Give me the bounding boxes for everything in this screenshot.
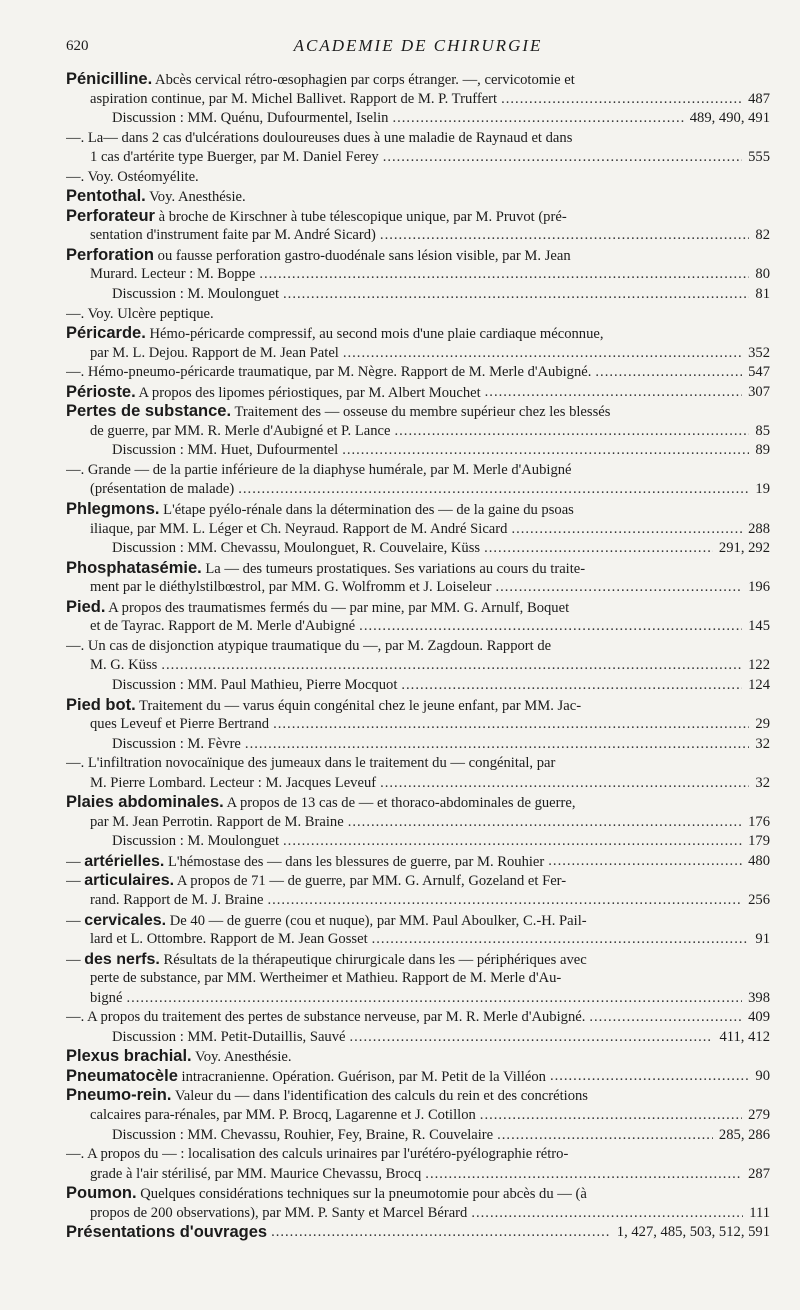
page-reference: 29 bbox=[755, 716, 770, 733]
leader-dots bbox=[425, 1165, 742, 1185]
index-line-text: 1 cas d'artérite type Buerger, par M. Daniel Ferey bbox=[90, 149, 379, 166]
index-line-text: Perforateur à broche de Kirschner à tube télescopique unique, par M. Pruvot (pré- bbox=[66, 206, 567, 225]
page-reference: 287 bbox=[748, 1165, 770, 1182]
index-line bbox=[66, 480, 770, 500]
leader-dots bbox=[161, 656, 742, 676]
leader-dots bbox=[283, 832, 742, 852]
headword: Présentations d'ouvrages bbox=[66, 1223, 268, 1242]
index-entries bbox=[66, 70, 770, 1243]
page-reference: 111 bbox=[749, 1204, 770, 1221]
index-line-text: Discussion : MM. Huet, Dufourmentel bbox=[112, 442, 339, 459]
leader-dots bbox=[395, 422, 750, 442]
index-line bbox=[66, 793, 770, 813]
index-line bbox=[66, 617, 770, 637]
subheading: cervicales. bbox=[84, 911, 167, 929]
leader-dots bbox=[267, 891, 742, 911]
headword: Perforation bbox=[66, 245, 155, 264]
page-reference: 291, 292 bbox=[718, 540, 770, 557]
index-line bbox=[66, 1204, 770, 1224]
index-line-text: Pentothal. Voy. Anesthésie. bbox=[66, 187, 246, 206]
leader-dots bbox=[497, 1126, 713, 1146]
page-reference: 409 bbox=[748, 1009, 770, 1026]
leader-dots bbox=[595, 363, 742, 383]
subheading: artérielles. bbox=[84, 852, 165, 870]
index-line bbox=[66, 559, 770, 579]
page-reference: 124 bbox=[748, 676, 770, 693]
index-line-text: —. Hémo-pneumo-péricarde traumatique, par M. Nègre. Rapport de M. Merle d'Aubigné. bbox=[66, 364, 592, 381]
index-line bbox=[66, 1008, 770, 1028]
headword: Phlegmons. bbox=[66, 500, 160, 519]
index-line-text: Pied bot. Traitement du — varus équin congénital chez le jeune enfant, par MM. Jac- bbox=[66, 695, 582, 714]
headword: Phosphatasémie. bbox=[66, 558, 202, 577]
page-reference: 32 bbox=[755, 774, 770, 791]
index-line bbox=[66, 285, 770, 305]
headword: Plaies abdominales. bbox=[66, 793, 224, 812]
index-line bbox=[66, 1165, 770, 1185]
index-line bbox=[66, 676, 770, 696]
headword: Pied bot. bbox=[66, 695, 136, 714]
index-line bbox=[66, 1184, 770, 1204]
page-reference: 91 bbox=[755, 931, 770, 948]
index-line-text: Discussion : M. Moulonguet bbox=[112, 286, 280, 303]
index-line-text: —. Un cas de disjonction atypique traumatique du —, par M. Zagdoun. Rapport de bbox=[66, 637, 552, 654]
index-line-text: — articulaires. A propos de 71 — de guerre, par MM. G. Arnulf, Gozeland et Fer- bbox=[66, 872, 567, 890]
page-reference: 85 bbox=[755, 422, 770, 439]
leader-dots bbox=[484, 539, 713, 559]
index-line-text: Discussion : MM. Petit-Dutaillis, Sauvé bbox=[112, 1028, 346, 1045]
index-line-text: —. Voy. Ostéomyélite. bbox=[66, 168, 199, 185]
index-line-text: par M. Jean Perrotin. Rapport de M. Braine bbox=[90, 813, 344, 830]
page-reference: 1, 427, 485, 503, 512, 591 bbox=[616, 1224, 770, 1241]
index-line bbox=[66, 207, 770, 227]
index-line bbox=[66, 891, 770, 911]
index-line bbox=[66, 1086, 770, 1106]
index-line bbox=[66, 1223, 770, 1243]
index-line bbox=[66, 969, 770, 989]
page-reference: 176 bbox=[748, 813, 770, 830]
index-line-text: M. G. Küss bbox=[90, 657, 158, 674]
leader-dots bbox=[550, 1067, 749, 1087]
running-title: ACADEMIE DE CHIRURGIE bbox=[293, 36, 543, 55]
leader-dots bbox=[259, 265, 749, 285]
leader-dots bbox=[485, 383, 742, 403]
index-line-text: Discussion : MM. Quénu, Dufourmentel, Iselin bbox=[112, 110, 389, 127]
index-line bbox=[66, 1067, 770, 1087]
index-line bbox=[66, 930, 770, 950]
headword: Périoste. bbox=[66, 382, 136, 401]
page-reference: 411, 412 bbox=[719, 1028, 770, 1045]
index-line-text: grade à l'air stérilisé, par MM. Maurice Chevassu, Brocq bbox=[90, 1165, 422, 1182]
index-line bbox=[66, 265, 770, 285]
leader-dots bbox=[501, 90, 742, 110]
page-reference: 398 bbox=[748, 989, 770, 1006]
page-reference: 90 bbox=[755, 1067, 770, 1084]
index-line bbox=[66, 129, 770, 149]
headword: Péricarde. bbox=[66, 324, 146, 343]
index-line bbox=[66, 852, 770, 872]
index-line bbox=[66, 1145, 770, 1165]
page-reference: 81 bbox=[755, 286, 770, 303]
index-line-text: —. Grande — de la partie inférieure de la diaphyse humérale, par M. Merle d'Aubigné bbox=[66, 461, 572, 478]
index-line bbox=[66, 1106, 770, 1126]
index-line bbox=[66, 109, 770, 129]
page-reference: 19 bbox=[755, 481, 770, 498]
index-line bbox=[66, 168, 770, 188]
index-line-text: Phlegmons. L'étape pyélo-rénale dans la détermination des — de la gaine du psoas bbox=[66, 500, 574, 519]
index-line bbox=[66, 656, 770, 676]
index-line-text: Pneumatocèle intracranienne. Opération. Guérison, par M. Petit de la Villéon bbox=[66, 1066, 546, 1085]
leader-dots bbox=[238, 480, 749, 500]
index-line-text bbox=[66, 1223, 267, 1243]
page-reference: 122 bbox=[748, 657, 770, 674]
index-line bbox=[66, 500, 770, 520]
index-line-text: Pénicilline. Abcès cervical rétro-œsophagien par corps étranger. —, cervicotomie et bbox=[66, 70, 575, 88]
page-reference: 256 bbox=[748, 891, 770, 908]
index-line bbox=[66, 871, 770, 891]
headword: Pertes de substance. bbox=[66, 402, 232, 421]
headword: Plexus brachial. bbox=[66, 1047, 192, 1066]
index-line-text: sentation d'instrument faite par M. André Sicard) bbox=[90, 227, 376, 244]
leader-dots bbox=[350, 1028, 714, 1048]
leader-dots bbox=[271, 1223, 611, 1243]
index-line bbox=[66, 422, 770, 442]
index-line bbox=[66, 735, 770, 755]
index-line-text: Discussion : M. Moulonguet bbox=[112, 833, 280, 850]
index-line bbox=[66, 363, 770, 383]
headword: Pentothal. bbox=[66, 187, 146, 206]
index-line bbox=[66, 950, 770, 970]
index-line bbox=[66, 1126, 770, 1146]
page-reference: 288 bbox=[748, 520, 770, 537]
leader-dots bbox=[511, 520, 742, 540]
page-number: 620 bbox=[66, 38, 89, 54]
index-line-text: et de Tayrac. Rapport de M. Merle d'Aubigné bbox=[90, 618, 356, 635]
index-line bbox=[66, 187, 770, 207]
index-line-text: —. L'infiltration novocaïnique des jumeaux dans le traitement du — congénital, par bbox=[66, 755, 556, 772]
index-line bbox=[66, 539, 770, 559]
index-line-text: Plaies abdominales. A propos de 13 cas de — et thoraco-abdominales de guerre, bbox=[66, 793, 576, 812]
index-line-text: — artérielles. L'hémostase des — dans les blessures de guerre, par M. Rouhier bbox=[66, 852, 545, 870]
index-line bbox=[66, 1028, 770, 1048]
leader-dots bbox=[348, 813, 742, 833]
index-line bbox=[66, 598, 770, 618]
page-reference: 285, 286 bbox=[718, 1126, 770, 1143]
page-reference: 32 bbox=[755, 735, 770, 752]
index-line bbox=[66, 461, 770, 481]
leader-dots bbox=[380, 226, 749, 246]
index-line-text: Pneumo-rein. Valeur du — dans l'identification des calculs du rein et des concrétions bbox=[66, 1086, 588, 1105]
index-line-text: —. La— dans 2 cas d'ulcérations douloureuses dues à une maladie de Raynaud et dans bbox=[66, 129, 573, 146]
index-line-text: M. Pierre Lombard. Lecteur : M. Jacques Leveuf bbox=[90, 774, 377, 791]
index-line bbox=[66, 754, 770, 774]
index-line-text: rand. Rapport de M. J. Braine bbox=[90, 891, 264, 908]
page-reference: 179 bbox=[748, 833, 770, 850]
page-reference: 547 bbox=[748, 364, 770, 381]
index-line-text: —. A propos du — : localisation des calculs urinaires par l'urétéro-pyélographie rétro- bbox=[66, 1146, 569, 1163]
leader-dots bbox=[480, 1106, 742, 1126]
index-line bbox=[66, 441, 770, 461]
index-line bbox=[66, 70, 770, 90]
index-line-text: Périoste. A propos des lipomes périostiques, par M. Albert Mouchet bbox=[66, 382, 481, 401]
leader-dots bbox=[548, 852, 742, 872]
index-line-text: Perforation ou fausse perforation gastro-duodénale sans lésion visible, par M. Jean bbox=[66, 245, 571, 264]
index-line-text: Discussion : MM. Chevassu, Moulonguet, R. Couvelaire, Küss bbox=[112, 540, 481, 557]
index-line-text: Discussion : MM. Paul Mathieu, Pierre Mocquot bbox=[112, 676, 398, 693]
index-line-text: —. A propos du traitement des pertes de substance nerveuse, par M. R. Merle d'Aubigné. bbox=[66, 1009, 586, 1026]
index-line bbox=[66, 226, 770, 246]
page-reference: 487 bbox=[748, 90, 770, 107]
page-reference: 82 bbox=[755, 227, 770, 244]
headword: Pneumo-rein. bbox=[66, 1086, 172, 1105]
page-header bbox=[66, 38, 770, 68]
index-line bbox=[66, 520, 770, 540]
page-reference: 489, 490, 491 bbox=[689, 110, 770, 127]
index-line bbox=[66, 383, 770, 403]
index-line bbox=[66, 637, 770, 657]
leader-dots bbox=[245, 735, 749, 755]
headword: Pénicilline. bbox=[66, 70, 153, 88]
index-line-text: Péricarde. Hémo-péricarde compressif, au second mois d'une plaie cardiaque méconnue, bbox=[66, 324, 604, 343]
index-line bbox=[66, 911, 770, 931]
index-line bbox=[66, 813, 770, 833]
page-reference: 279 bbox=[748, 1106, 770, 1123]
page-reference: 307 bbox=[748, 383, 770, 400]
index-line-text: par M. L. Dejou. Rapport de M. Jean Patel bbox=[90, 344, 339, 361]
index-line bbox=[66, 90, 770, 110]
index-line-text: ques Leveuf et Pierre Bertrand bbox=[90, 716, 270, 733]
index-line bbox=[66, 774, 770, 794]
index-line-text: Pertes de substance. Traitement des — osseuse du membre supérieur chez les blessés bbox=[66, 402, 611, 421]
index-line bbox=[66, 1047, 770, 1067]
headword: Pneumatocèle bbox=[66, 1066, 178, 1085]
index-line-text: perte de substance, par MM. Wertheimer et Mathieu. Rapport de M. Merle d'Au- bbox=[90, 970, 562, 987]
index-line-text: (présentation de malade) bbox=[90, 481, 235, 498]
index-line bbox=[66, 832, 770, 852]
leader-dots bbox=[273, 715, 749, 735]
index-line-text: de guerre, par MM. R. Merle d'Aubigné et P. Lance bbox=[90, 422, 391, 439]
index-line bbox=[66, 344, 770, 364]
index-line bbox=[66, 324, 770, 344]
index-line-text: — cervicales. De 40 — de guerre (cou et nuque), par MM. Paul Aboulker, C.-H. Pail- bbox=[66, 911, 587, 929]
index-line bbox=[66, 989, 770, 1009]
index-line bbox=[66, 148, 770, 168]
leader-dots bbox=[343, 344, 742, 364]
index-line-text: —. Voy. Ulcère peptique. bbox=[66, 305, 214, 322]
index-line-text: Poumon. Quelques considérations techniques sur la pneumotomie pour abcès du — (à bbox=[66, 1184, 587, 1203]
leader-dots bbox=[126, 989, 742, 1009]
index-line-text: Discussion : M. Fèvre bbox=[112, 735, 241, 752]
index-line bbox=[66, 402, 770, 422]
leader-dots bbox=[392, 109, 683, 129]
index-line-text: Pied. A propos des traumatismes fermés du — par mine, par MM. G. Arnulf, Boquet bbox=[66, 597, 570, 616]
index-line-text: lard et L. Ottombre. Rapport de M. Jean Gosset bbox=[90, 931, 368, 948]
leader-dots bbox=[342, 441, 749, 461]
index-line-text: ment par le diéthylstilbœstrol, par MM. G. Wolfromm et J. Loiseleur bbox=[90, 579, 492, 596]
index-line bbox=[66, 246, 770, 266]
leader-dots bbox=[589, 1008, 742, 1028]
index-line bbox=[66, 305, 770, 325]
leader-dots bbox=[383, 148, 742, 168]
page-reference: 555 bbox=[748, 149, 770, 166]
leader-dots bbox=[283, 285, 749, 305]
page-reference: 480 bbox=[748, 852, 770, 869]
index-line-text: Murard. Lecteur : M. Boppe bbox=[90, 266, 256, 283]
index-line-text: — des nerfs. Résultats de la thérapeutique chirurgicale dans les — périphériques avec bbox=[66, 950, 587, 968]
index-line-text: propos de 200 observations), par MM. P. Santy et Marcel Bérard bbox=[90, 1204, 468, 1221]
index-line-text: calcaires para-rénales, par MM. P. Brocq, Lagarenne et J. Cotillon bbox=[90, 1106, 476, 1123]
headword: Pied. bbox=[66, 597, 106, 616]
index-line-text: Discussion : MM. Chevassu, Rouhier, Fey, Braine, R. Couvelaire bbox=[112, 1126, 494, 1143]
index-line-text: iliaque, par MM. L. Léger et Ch. Neyraud. Rapport de M. André Sicard bbox=[90, 520, 508, 537]
index-line bbox=[66, 578, 770, 598]
leader-dots bbox=[401, 676, 742, 696]
subheading: articulaires. bbox=[84, 872, 175, 890]
page-reference: 89 bbox=[755, 442, 770, 459]
page-reference: 145 bbox=[748, 618, 770, 635]
leader-dots bbox=[372, 930, 750, 950]
subheading: des nerfs. bbox=[84, 950, 160, 968]
leader-dots bbox=[359, 617, 742, 637]
index-line-text: Phosphatasémie. La — des tumeurs prostatiques. Ses variations au cours du traite- bbox=[66, 558, 586, 577]
leader-dots bbox=[471, 1204, 743, 1224]
index-line-text: aspiration continue, par M. Michel Ballivet. Rapport de M. P. Truffert bbox=[90, 90, 498, 107]
page-reference: 80 bbox=[755, 266, 770, 283]
index-line-text: Plexus brachial. Voy. Anesthésie. bbox=[66, 1047, 292, 1066]
headword: Poumon. bbox=[66, 1184, 137, 1203]
index-line-text: bigné bbox=[90, 989, 123, 1006]
leader-dots bbox=[495, 578, 742, 598]
page-reference: 352 bbox=[748, 344, 770, 361]
index-line bbox=[66, 696, 770, 716]
leader-dots bbox=[380, 774, 749, 794]
headword: Perforateur bbox=[66, 206, 155, 225]
index-line bbox=[66, 715, 770, 735]
page-reference: 196 bbox=[748, 579, 770, 596]
